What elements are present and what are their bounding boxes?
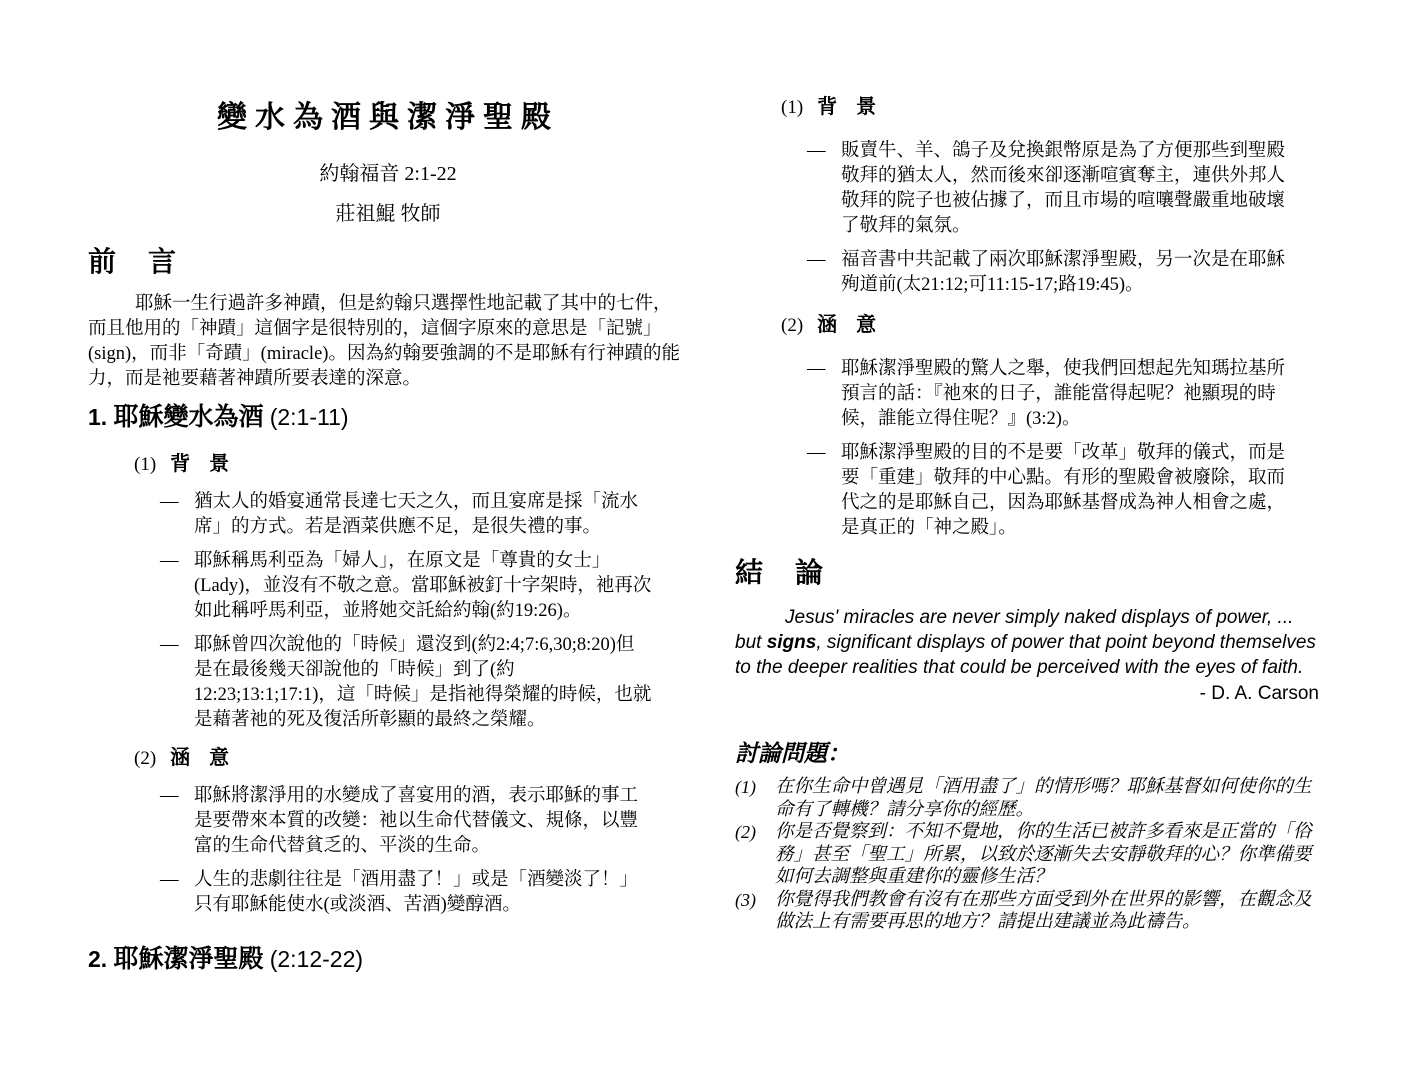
dash-bullet: — <box>160 551 179 571</box>
discussion-item <box>735 889 1335 934</box>
meaning-bullet-list <box>88 784 688 918</box>
subsection-number: (2) <box>134 748 157 769</box>
bullet-text: 耶穌潔淨聖殿的目的不是要「改革」敬拜的儀式，而是要「重建」敬拜的中心點。有形的聖殿會被廢除，取而代之的是耶穌自己，因為耶穌基督成為神人相會之處，是真正的「神之殿」。 <box>841 443 1286 538</box>
bullet-item <box>807 248 1335 298</box>
section-2-heading <box>88 944 688 975</box>
section-1-number: 1. <box>88 404 108 430</box>
bullet-text: 猶太人的婚宴通常長達七天之久，而且宴席是採「流水席」的方式。若是酒菜供應不足，是很失禮的事。 <box>194 492 639 537</box>
section-1-ref: (2:1-11) <box>269 404 349 430</box>
discussion-item-text: 你覺得我們教會有沒有在那些方面受到外在世界的影響，在觀念及做法上有需要再思的地方？請提出建議並為此禱告。 <box>775 889 1312 932</box>
bullet-item <box>807 139 1335 239</box>
quote-emphasis: signs <box>766 632 817 653</box>
subsection-heading-background-1 <box>88 453 688 476</box>
dash-bullet: — <box>807 443 826 463</box>
quote-text-post: , significant displays of power that point beyond themselves to the deeper realities that could be perceived with the eyes of faith. <box>735 632 1316 678</box>
subsection-heading-meaning-1 <box>88 747 688 770</box>
section-2-ref: (2:12-22) <box>269 946 364 972</box>
doc-title: 變水為酒與潔淨聖殿 <box>217 101 559 134</box>
subsection-label: 涵 意 <box>170 747 237 769</box>
dash-bullet: — <box>807 359 826 379</box>
subsection-label: 背 景 <box>817 96 884 118</box>
bullet-item <box>160 549 688 624</box>
discussion-item <box>735 821 1335 889</box>
dash-bullet: — <box>160 870 179 890</box>
quote-text-pre: Jesus' miracles are never simply naked displays of power, ... but <box>735 607 1294 653</box>
bullet-text: 耶穌潔淨聖殿的驚人之舉，使我們回想起先知瑪拉基所預言的話：『祂來的日子，誰能當得起呢？祂顯現的時候，誰能立得住呢？』(3:2)。 <box>841 359 1286 429</box>
bullet-text: 人生的悲劇往往是「酒用盡了！」或是「酒變淡了！」只有耶穌能使水(或淡酒、苦酒)變醇酒。 <box>194 870 639 915</box>
conclusion-quote <box>735 605 1319 680</box>
subsection-heading-meaning-2 <box>735 314 1335 337</box>
subsection-number: (1) <box>134 454 157 475</box>
bullet-text: 耶穌將潔淨用的水變成了喜宴用的酒，表示耶穌的事工是要帶來本質的改變：祂以生命代替儀文、規條，以豐富的生命代替貧乏的、平淡的生命。 <box>194 786 639 856</box>
section-2-title: 耶穌潔淨聖殿 <box>113 946 264 973</box>
scripture-reference: 約翰福音 2:1-22 <box>319 163 457 185</box>
bullet-text: 耶穌曾四次說他的「時候」還沒到(約2:4;7:6,30;8:20)但是在最後幾天卻說他的「時候」到了(約12:23;13:1;17:1)，這「時候」是指祂得榮耀的時候，也就是藉著祂的死及復活所彰顯的最終之榮耀。 <box>194 635 652 730</box>
intro-paragraph: 耶穌一生行過許多神蹟，但是約翰只選擇性地記載了其中的七件，而且他用的「神蹟」這個字是很特別的，這個字原來的意思是「記號」(sign)，而非「奇蹟」(miracle)。因為約翰要強調的不是耶穌有行神蹟的能力，而是祂要藉著神蹟所要表達的深意。 <box>88 294 680 389</box>
right-column <box>735 0 1335 934</box>
dash-bullet: — <box>807 141 826 161</box>
discussion-list <box>735 776 1335 934</box>
bullet-text: 販賣牛、羊、鴿子及兌換銀幣原是為了方便那些到聖殿敬拜的猶太人，然而後來卻逐漸喧賓奪主，連供外邦人敬拜的院子也被佔據了，而且市場的喧嚷聲嚴重地破壞了敬拜的氣氛。 <box>841 141 1286 236</box>
discussion-item-number: (1) <box>735 777 756 797</box>
discussion-item-text: 在你生命中曾遇見「酒用盡了」的情形嗎？耶穌基督如何使你的生命有了轉機？請分享你的經歷。 <box>775 777 1312 820</box>
left-column <box>88 0 688 975</box>
bullet-item <box>160 633 688 733</box>
author-name: 莊祖鯤 牧師 <box>335 203 441 225</box>
intro-heading: 前 言 <box>88 247 179 278</box>
background-bullet-list <box>88 490 688 733</box>
discussion-item <box>735 776 1335 821</box>
discussion-item-number: (3) <box>735 889 756 910</box>
conclusion-heading: 結 論 <box>735 558 826 589</box>
bullet-item <box>160 490 688 540</box>
subsection-label: 涵 意 <box>817 314 884 336</box>
section-1-heading <box>88 402 688 433</box>
subsection-label: 背 景 <box>170 453 237 475</box>
bullet-text: 耶穌稱馬利亞為「婦人」，在原文是「尊貴的女士」(Lady)，並沒有不敬之意。當耶穌被釘十字架時，祂再次如此稱呼馬利亞，並將她交託給約翰(約19:26)。 <box>194 551 652 621</box>
subsection-number: (2) <box>781 315 804 336</box>
discussion-heading: 討論問題： <box>735 741 850 766</box>
discussion-item-number: (2) <box>735 822 756 842</box>
dash-bullet: — <box>160 635 179 655</box>
subsection-heading-background-2 <box>735 96 1335 119</box>
dash-bullet: — <box>160 492 179 512</box>
section-1-title: 耶穌變水為酒 <box>113 404 264 431</box>
section-2-number: 2. <box>88 946 108 972</box>
bullet-item <box>807 357 1335 432</box>
subsection-number: (1) <box>781 97 804 118</box>
dash-bullet: — <box>807 250 826 270</box>
bullet-item <box>807 441 1335 541</box>
background-bullet-list <box>735 139 1335 298</box>
discussion-item-text: 你是否覺察到：不知不覺地，你的生活已被許多看來是正當的「俗務」甚至「聖工」所累，以致於逐漸失去安靜敬拜的心？你準備要如何去調整與重建你的靈修生活？ <box>775 822 1312 887</box>
dash-bullet: — <box>160 786 179 806</box>
bullet-item <box>160 868 688 918</box>
meaning-bullet-list <box>735 357 1335 541</box>
bullet-text: 福音書中共記載了兩次耶穌潔淨聖殿，另一次是在耶穌殉道前(太21:12;可11:15-17;路19:45)。 <box>841 250 1286 295</box>
quote-attribution: - D. A. Carson <box>1199 683 1319 704</box>
bullet-item <box>160 784 688 859</box>
